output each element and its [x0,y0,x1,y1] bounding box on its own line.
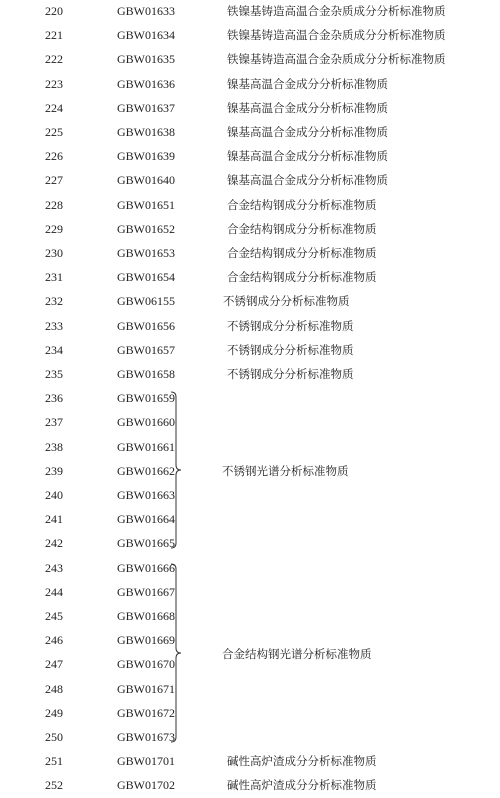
row-number: 234 [45,342,63,357]
row-number: 229 [45,221,63,236]
material-code: GBW01661 [117,439,175,454]
row-number: 232 [45,294,63,309]
material-code: GBW01636 [117,76,175,91]
row-number: 228 [45,197,63,212]
row-number: 233 [45,318,63,333]
row-number: 242 [45,536,63,551]
row-number: 226 [45,149,63,164]
table-row [0,290,500,312]
row-number: 252 [45,778,63,793]
table-row [0,121,500,143]
row-number: 243 [45,560,63,575]
table-row [0,508,500,530]
group-label: 不锈钢光谱分析标准物质 [222,464,349,478]
table-row [0,48,500,70]
material-name: 镍基高温合金成分分析标准物质 [227,125,388,139]
row-number: 225 [45,125,63,139]
table-row [0,169,500,191]
row-number: 239 [45,463,63,478]
material-name: 合金结构钢成分分析标准物质 [227,221,377,236]
row-number: 222 [45,52,63,67]
table-row [0,73,500,95]
row-number: 244 [45,584,63,599]
table-row [0,411,500,433]
table-row [0,726,500,748]
material-name: 碱性高炉渣成分分析标准物质 [227,778,377,793]
right-brace-icon [170,563,182,743]
material-code: GBW01651 [117,197,175,212]
table-row [0,581,500,603]
material-code: GBW01663 [117,488,175,502]
material-name: 镍基高温合金成分分析标准物质 [227,100,388,115]
material-code: GBW01668 [117,609,175,623]
material-code: GBW01658 [117,367,175,381]
table-row [0,145,500,167]
material-name: 铁镍基铸造高温合金杂质成分分析标准物质 [227,4,446,18]
table-row [0,557,500,579]
table-row [0,194,500,216]
table-row [0,436,500,458]
table-row [0,315,500,337]
material-name: 合金结构钢成分分析标准物质 [227,197,377,212]
row-number: 223 [45,76,63,91]
material-name: 铁镍基铸造高温合金杂质成分分析标准物质 [227,52,446,67]
material-code: GBW06155 [117,294,175,309]
row-number: 236 [45,391,63,406]
table-row [0,97,500,119]
material-code: GBW01660 [117,415,175,430]
row-number: 221 [45,28,63,43]
material-name: 铁镍基铸造高温合金杂质成分分析标准物质 [227,28,446,43]
material-code: GBW01635 [117,52,175,67]
material-code: GBW01673 [117,730,175,744]
row-number: 241 [45,512,63,527]
group-brace [170,391,182,549]
table-row [0,532,500,554]
row-number: 231 [45,270,63,285]
row-number: 238 [45,439,63,454]
material-code: GBW01640 [117,173,175,188]
material-code: GBW01664 [117,512,175,527]
material-code: GBW01667 [117,584,175,599]
material-name: 镍基高温合金成分分析标准物质 [227,149,388,164]
table-row [0,242,500,264]
table-row [0,484,500,506]
material-code: GBW01654 [117,270,175,285]
material-code: GBW01638 [117,125,175,139]
material-code: GBW01662 [117,463,175,478]
material-name: 合金结构钢成分分析标准物质 [227,270,377,285]
material-code: GBW01702 [117,778,175,793]
row-number: 246 [45,633,63,648]
material-code: GBW01637 [117,100,175,115]
table-row [0,774,500,796]
material-code: GBW01634 [117,28,175,43]
material-name: 不锈钢成分分析标准物质 [227,367,354,381]
table-row [0,702,500,724]
material-code: GBW01653 [117,246,175,260]
material-code: GBW01669 [117,633,175,648]
table-row [0,678,500,700]
material-name: 镍基高温合金成分分析标准物质 [227,173,388,188]
row-number: 249 [45,705,63,720]
material-name: 不锈钢成分分析标准物质 [227,342,354,357]
material-name: 镍基高温合金成分分析标准物质 [227,76,388,91]
material-code: GBW01633 [117,4,175,18]
material-name: 不锈钢成分分析标准物质 [223,294,350,309]
material-code: GBW01665 [117,536,175,551]
table-row [0,387,500,409]
row-number: 224 [45,100,63,115]
row-number: 230 [45,246,63,260]
row-number: 240 [45,488,63,502]
row-number: 227 [45,173,63,188]
table-row [0,339,500,361]
table-row [0,0,500,22]
row-number: 250 [45,730,63,744]
material-code: GBW01670 [117,657,175,672]
material-code: GBW01652 [117,221,175,236]
table-row [0,363,500,385]
material-name: 不锈钢成分分析标准物质 [227,318,354,333]
row-number: 235 [45,367,63,381]
table-row [0,266,500,288]
material-name: 碱性高炉渣成分分析标准物质 [227,754,377,769]
table-row [0,605,500,627]
material-name: 合金结构钢成分分析标准物质 [227,246,377,260]
material-code: GBW01701 [117,754,175,769]
row-number: 220 [45,4,63,18]
row-number: 245 [45,609,63,623]
material-code: GBW01657 [117,342,175,357]
group-brace [170,563,182,743]
row-number: 248 [45,681,63,696]
material-code: GBW01659 [117,391,175,406]
table-row [0,24,500,46]
group-label: 合金结构钢光谱分析标准物质 [222,647,372,661]
table-row [0,750,500,772]
material-code: GBW01656 [117,318,175,333]
row-number: 237 [45,415,63,430]
row-number: 247 [45,657,63,672]
material-code: GBW01672 [117,705,175,720]
table-row [0,218,500,240]
row-number: 251 [45,754,63,769]
right-brace-icon [170,391,182,549]
material-code: GBW01666 [117,560,175,575]
material-code: GBW01639 [117,149,175,164]
material-code: GBW01671 [117,681,175,696]
